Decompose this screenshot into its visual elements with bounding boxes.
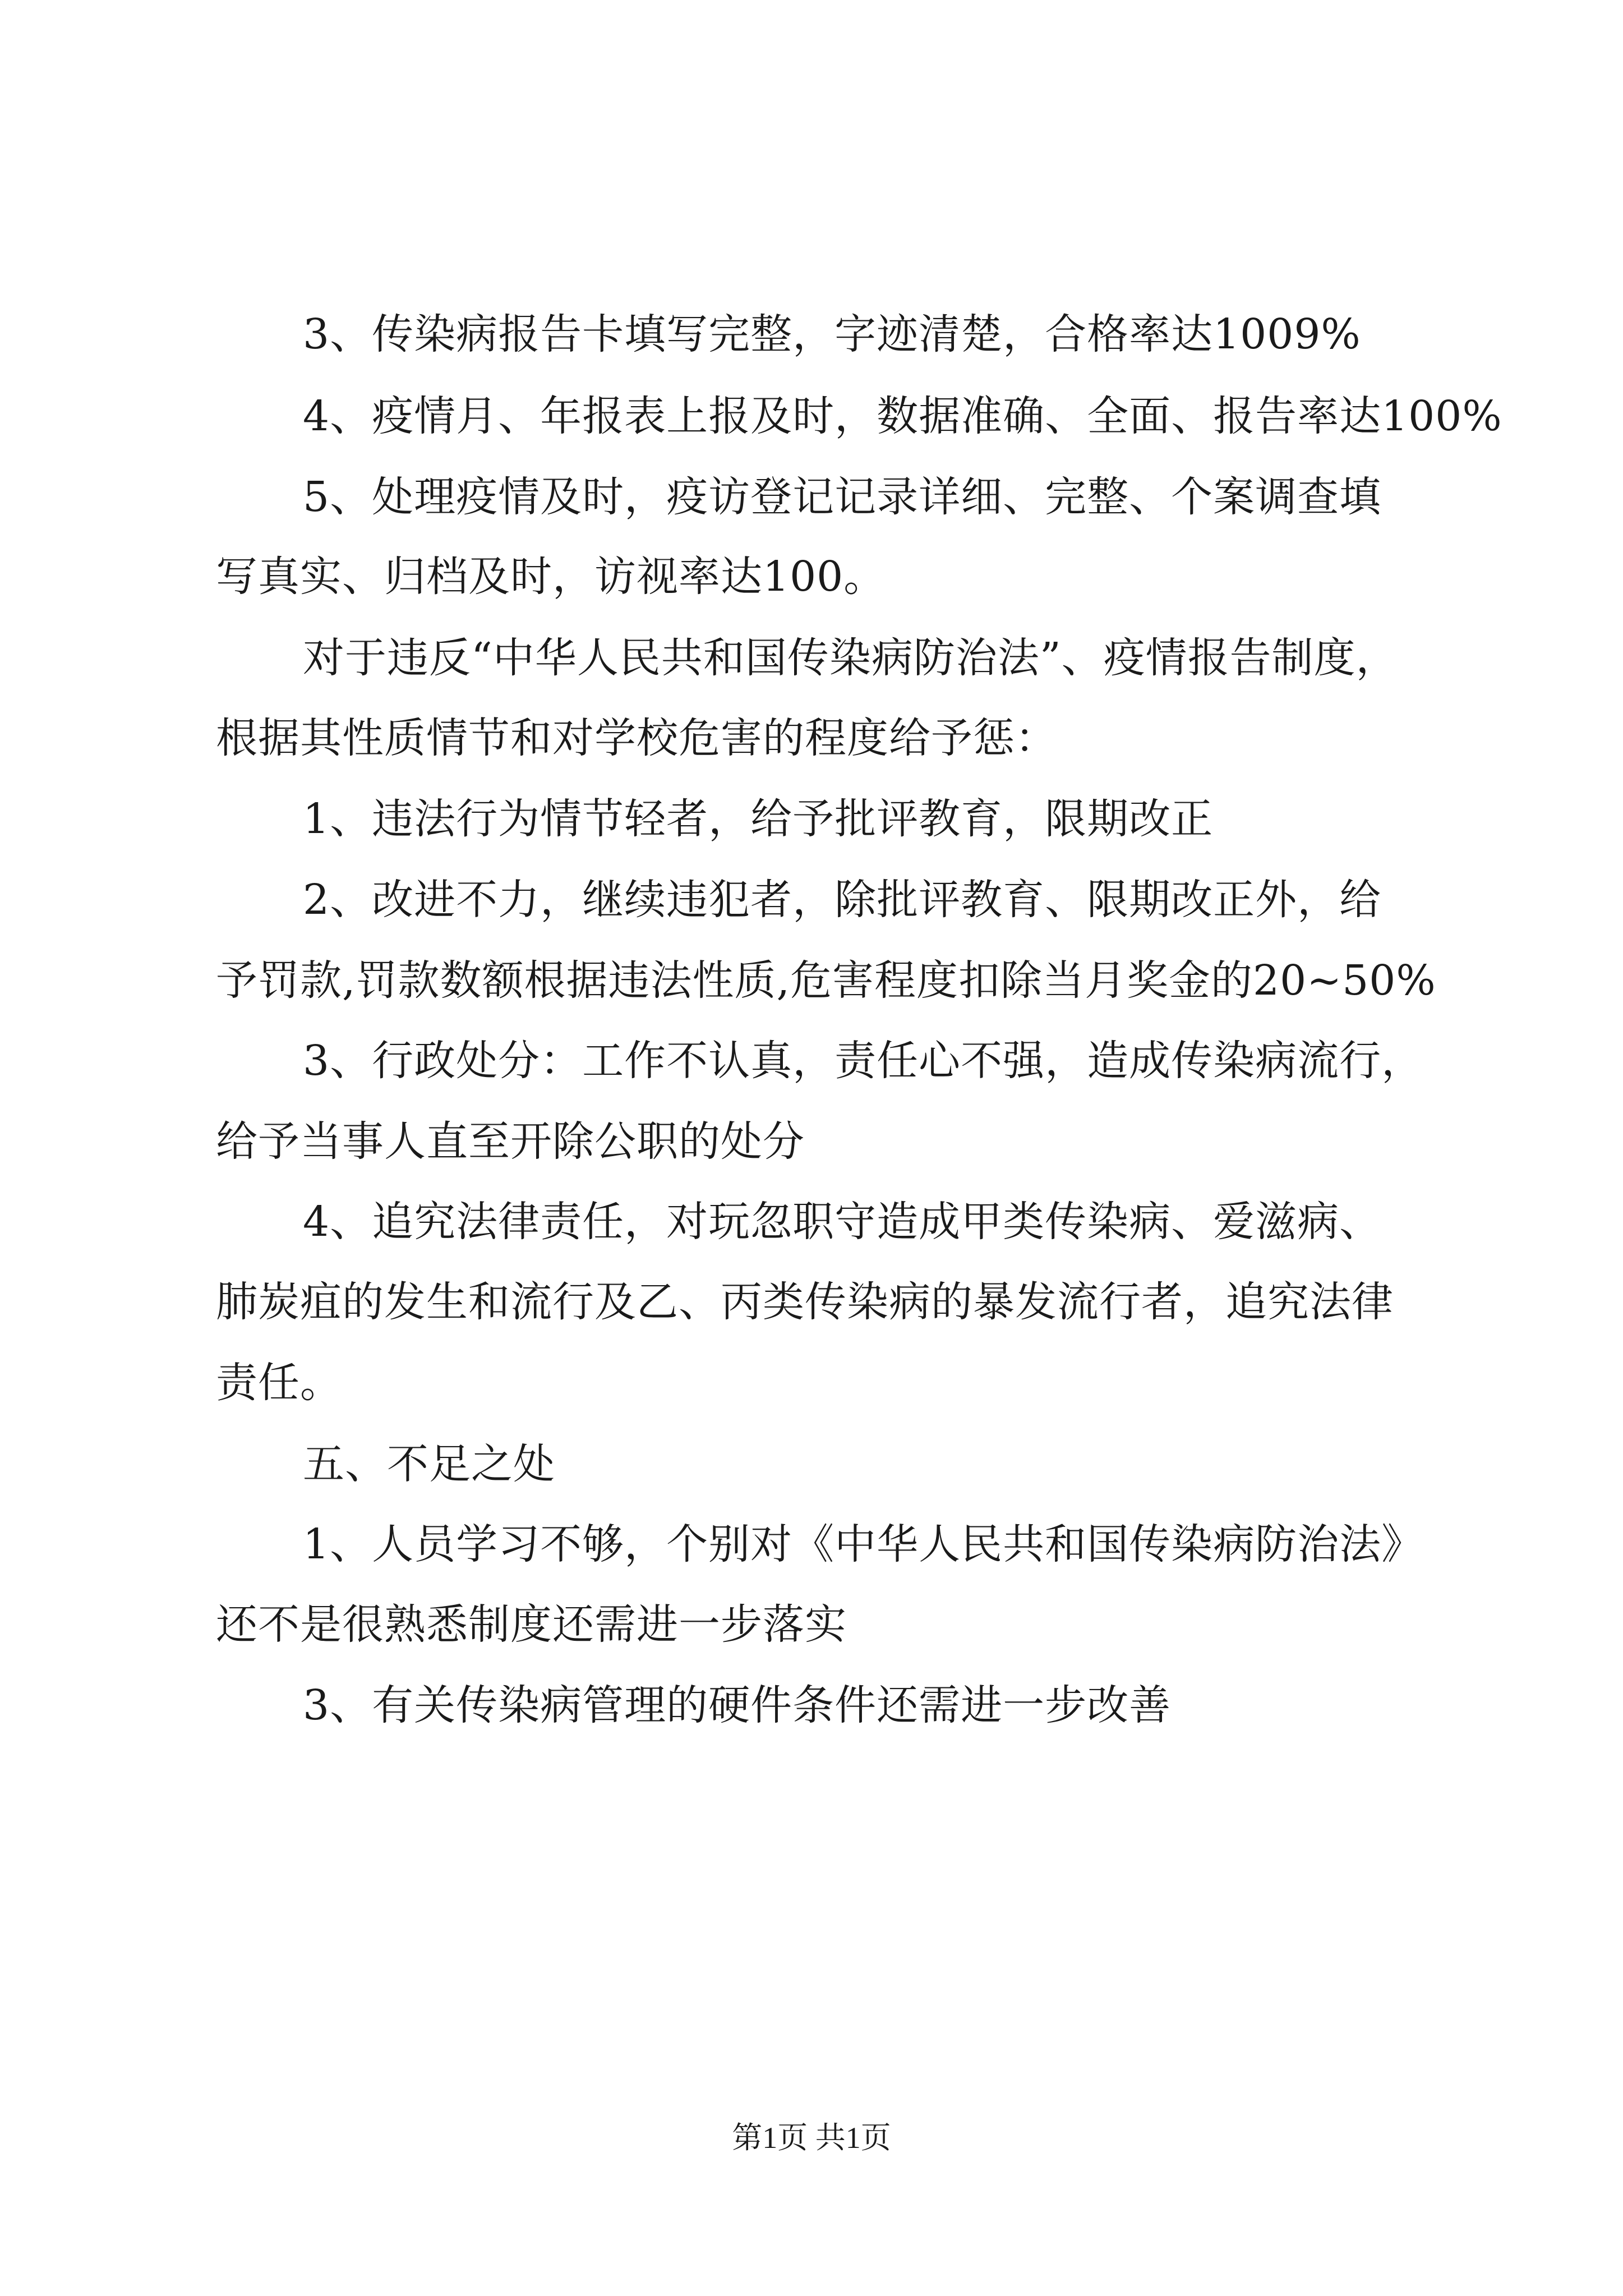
body-line-5: 对于违反“中华人民共和国传染病防治法”、疫情报告制度， (303, 634, 1398, 682)
body-line-8: 2、改进不力，继续违犯者，除批评教育、限期改正外，给 (303, 876, 1382, 924)
body-line-14: 责任。 (216, 1359, 342, 1407)
body-line-4: 写真实、归档及时，访视率达100。 (216, 553, 886, 601)
body-line-9: 予罚款,罚款数额根据违法性质,危害程度扣除当月奖金的20~50% (216, 956, 1436, 1005)
body-line-17: 还不是很熟悉制度还需进一步落实 (216, 1600, 847, 1649)
body-line-3: 5、处理疫情及时，疫访登记记录详细、完整、个案调查填 (303, 473, 1382, 521)
body-line-11: 给予当事人直至开除公职的处分 (216, 1117, 805, 1166)
body-line-13: 肺炭疽的发生和流行及乙、丙类传染病的暴发流行者，追究法律 (216, 1278, 1394, 1326)
body-line-7: 1、违法行为情节轻者，给予批评教育，限期改正 (303, 795, 1214, 843)
section-heading: 五、不足之处 (303, 1440, 555, 1488)
body-line-10: 3、行政处分：工作不认真，责任心不强，造成传染病流行， (303, 1037, 1424, 1085)
body-line-16: 1、人员学习不够，个别对《中华人民共和国传染病防治法》 (303, 1520, 1424, 1568)
body-line-1: 3、传染病报告卡填写完整，字迹清楚，合格率达1009% (303, 310, 1361, 358)
body-line-6: 根据其性质情节和对学校危害的程度给予惩： (216, 714, 1057, 762)
page-footer: 第1页 共1页 (732, 2121, 891, 2155)
body-line-2: 4、疫情月、年报表上报及时，数据准确、全面、报告率达100% (303, 392, 1502, 440)
body-line-12: 4、追究法律责任，对玩忽职守造成甲类传染病、爱滋病、 (303, 1198, 1382, 1246)
body-line-18: 3、有关传染病管理的硬件条件还需进一步改善 (303, 1681, 1172, 1729)
